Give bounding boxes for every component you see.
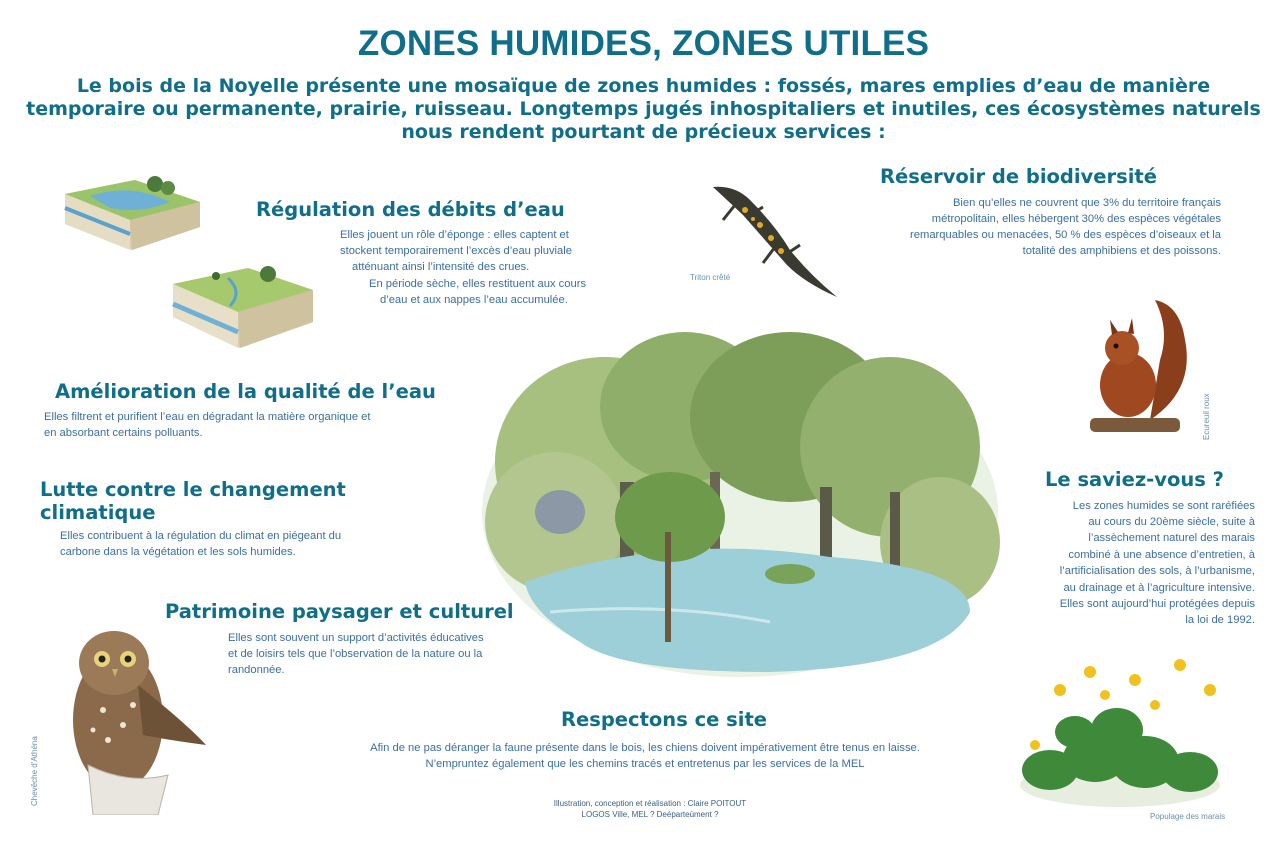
newt-illustration: [705, 175, 845, 305]
regulation-line-1: Elles jouent un rôle d’éponge : elles captent et: [340, 229, 569, 241]
owl-illustration: [48, 615, 213, 815]
section-title-climate-1: Lutte contre le changement: [40, 478, 346, 501]
heritage-line-3: randonnée.: [228, 664, 285, 676]
squirrel-caption: Ecureuil roux: [1202, 393, 1211, 440]
respect-line-1: Afin de ne pas déranger la faune présente dans le bois, les chiens doivent impérativement être tenus en laisse.: [370, 742, 920, 754]
water-diagram-illustration-1: [60, 172, 205, 252]
didyouknow-line-1: Les zones humides se sont raréfiées: [1072, 500, 1255, 512]
newt-caption: Triton crêté: [690, 273, 731, 282]
section-title-quality: Amélioration de la qualité de l’eau: [55, 380, 436, 403]
section-title-didyouknow: Le saviez-vous ?: [1045, 468, 1224, 491]
didyouknow-line-4: combiné à une absence d’entretien, à: [1068, 549, 1255, 561]
marigold-caption: Populage des marais: [1150, 812, 1226, 821]
didyouknow-line-7: Elles sont aujourd’hui protégées depuis: [1059, 598, 1255, 610]
biodiversity-line-4: totalité des amphibiens et des poissons.: [1022, 245, 1221, 257]
biodiversity-line-1: Bien qu’elles ne couvrent que 3% du territoire français: [952, 197, 1221, 209]
didyouknow-line-2: au cours du 20ème siècle, suite à: [1088, 516, 1255, 528]
respect-line-2: N’empruntez également que les chemins tracés et entretenus par les services de la MEL: [425, 758, 865, 770]
intro-text: Le bois de la Noyelle présente une mosaïque de zones humides : fossés, mares emplies d’eau de manière temporaire ou permanente, prairie, ruisseau. Longtemps jugés inhospitaliers et inutiles, ces écosystèmes naturels nous rendent pourtant de précieux services :: [26, 75, 1261, 143]
regulation-line-4: En période sèche, elles restituent aux cours: [369, 278, 587, 290]
heritage-line-2: et de loisirs tels que l’observation de la nature ou la: [228, 648, 483, 660]
regulation-line-5: d’eau et aux nappes l’eau accumulée.: [380, 294, 568, 306]
biodiversity-line-2: métropolitain, elles hébergent 30% des espèces végétales: [931, 213, 1221, 225]
didyouknow-line-8: la loi de 1992.: [1185, 614, 1255, 626]
heritage-line-1: Elles sont souvent un support d’activités éducatives: [228, 632, 484, 644]
climate-line-1: Elles contribuent à la régulation du climat en piégeant du: [60, 530, 342, 542]
page-title: ZONES HUMIDES, ZONES UTILES: [357, 24, 930, 63]
credits-line-2: LOGOS Ville, MEL ? Deéparteùment ?: [581, 810, 719, 819]
section-title-climate-2: climatique: [40, 501, 156, 524]
didyouknow-line-3: l’assèchement naturel des marais: [1088, 532, 1255, 544]
quality-line-1: Elles filtrent et purifient l’eau en dégradant la matière organique et: [44, 411, 371, 423]
regulation-line-2: stockent temporairement l’excès d’eau pluviale: [340, 245, 572, 257]
biodiversity-line-3: remarquables ou menacées, 50 % des espèces d’oiseaux et la: [910, 229, 1221, 241]
owl-caption: Chevêche d’Athéna: [30, 736, 39, 806]
section-title-regulation: Régulation des débits d’eau: [256, 198, 565, 221]
climate-line-2: carbone dans la végétation et les sols humides.: [60, 546, 296, 558]
didyouknow-line-6: au drainage et à l’agriculture intensive.: [1063, 582, 1255, 594]
section-title-respect: Respectons ce site: [561, 708, 767, 731]
section-title-heritage: Patrimoine paysager et culturel: [165, 600, 514, 623]
marigold-illustration: [1005, 650, 1235, 815]
section-title-biodiversity: Réservoir de biodiversité: [880, 165, 1157, 188]
didyouknow-line-5: l’artificialisation des sols, à l’urbanisme,: [1059, 565, 1255, 577]
water-diagram-illustration-2: [168, 262, 318, 350]
regulation-line-3: atténuant ainsi l’intensité des crues.: [352, 261, 530, 273]
pond-landscape-illustration: [470, 312, 1005, 687]
credits-line-1: Illustration, conception et réalisation : Claire POITOUT: [553, 799, 747, 808]
squirrel-illustration: [1080, 290, 1200, 440]
quality-line-2: en absorbant certains polluants.: [44, 427, 203, 439]
